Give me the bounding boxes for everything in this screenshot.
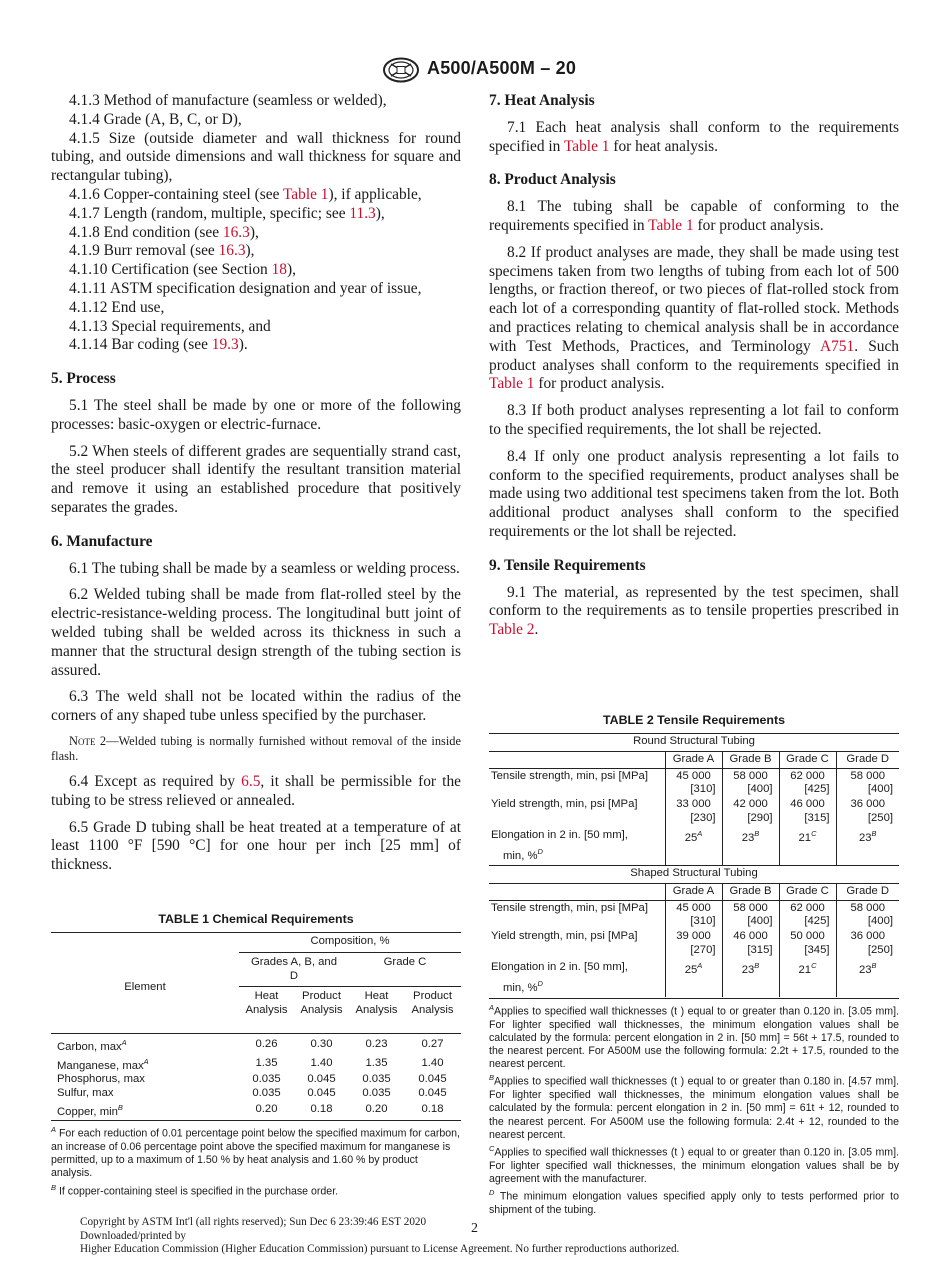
composition-value: 0.035 [362,1086,391,1099]
composition-value: 0.20 [255,1103,278,1116]
yield-strength-mpa-value: [315] [779,812,836,826]
footnote-mark: B [489,1073,495,1083]
tensile-strength-value: 45 000 [665,900,722,915]
tensile-strength-value: 58 000 [850,769,886,782]
table-2-footnote [489,1186,899,1217]
footnote-mark: A [697,828,703,838]
list-item [51,280,461,299]
tensile-strength-mpa-value: [425] [779,915,836,929]
footnote-text: Applies to specified wall thicknesses (t ) equal to or greater than 0.120 in. [3.05 mm]. For lighter specified wall thicknesses, the minimum elongation values shall be calculated by the formula: percent elongation in 2 in. [50 mm] = 56t + 17.5, rounded to the nearest percent. For A500M use the following formula: 2.2t + 17.5, rounded to the nearest percent. [489,1005,899,1071]
blank-cell [489,783,665,797]
list-item [51,130,461,186]
yield-strength-mpa-value: [250] [867,811,893,824]
cross-reference-link[interactable]: Table 1 [282,185,329,203]
table-2-footnote [489,1071,899,1142]
grade-header: Grade C [779,751,836,768]
para-8-4: 8.4 If only one product analysis representing a lot fails to conform to the specified requirements, product analyses shall be made using two additional test specimens taken from the lot. Both additional product analyses shall conform to the specified requirements or the lot shall be rejected. [489,447,899,540]
elongation-label-cont: min, %$^D$ [489,845,665,865]
list-item [51,92,461,111]
tensile-strength-mpa-value: [400] [722,915,779,929]
elongation-value: $21^C$ [779,826,836,846]
downloaded-line: Downloaded/printed by [80,1229,186,1242]
table-row [489,797,899,812]
para-9-1 [489,584,899,640]
elongation-value: $23^B$ [858,828,877,844]
tensile-strength-mpa-value: [310] [665,915,722,929]
blank-cell [489,751,665,768]
product-analysis-header: Product Analysis [411,990,454,1017]
composition-value: 1.40 [310,1056,333,1069]
elongation-label: Elongation in 2 in. [50 mm], [489,826,665,846]
table-row [51,1055,461,1074]
tensile-strength-label: Tensile strength, min, psi [MPa] [489,900,665,915]
composition-value: 0.18 [310,1103,333,1116]
element-name: Phosphorus, max [57,1073,145,1086]
composition-value: 0.045 [418,1073,447,1086]
para-6-1: 6.1 The tubing shall be made by a seamless or welding process. [69,559,460,577]
para-8-1 [489,198,899,236]
section-header-row [489,734,899,752]
chemical-requirements-table [51,932,461,1119]
blank-cell [722,977,779,997]
footnote-mark: C [489,1143,495,1153]
yield-strength-value: 36 000 [850,798,886,811]
section-9-title: 9. Tensile Requirements [489,556,646,574]
table-row [489,826,899,846]
footnote-text: Applies to specified wall thicknesses (t ) equal to or greater than 0.120 in. [3.05 mm]. For lighter specified wall thicknesses, the minimum elongation values shall be by agreement with the manufacturer. [489,1146,899,1185]
note-2 [51,734,461,765]
yield-strength-value: 33 000 [665,797,722,812]
footnote-mark: A [697,960,703,970]
tensile-strength-mpa-value: [310] [665,783,722,797]
tensile-strength-value: 62 000 [779,768,836,783]
table-1-caption: TABLE 1 Chemical Requirements [158,912,354,926]
elongation-label-cont: min, %$^D$ [489,977,665,997]
tensile-strength-value: 58 000 [722,900,779,915]
list-item-text: 4.1.12 End use, [69,298,165,316]
right-column [489,92,899,640]
heat-analysis-header: Heat Analysis [245,990,288,1017]
para-7-1-text-a: 7.1 Each heat analysis shall conform to the requirements specified in [489,118,899,155]
list-item [51,299,461,318]
blank-cell [489,812,665,826]
yield-strength-value: 36 000 [850,930,886,943]
table-2-footnote [489,1142,899,1186]
list-item-text: 4.1.7 Length (random, multiple, specific; see [69,204,350,222]
tensile-strength-value: 58 000 [722,768,779,783]
blank-cell [836,977,899,997]
para-9-1-text-b: . [534,621,539,639]
table-1 [51,912,461,1198]
list-item-text: 4.1.3 Method of manufacture (seamless or welded), [69,92,387,109]
list-item-text: ). [238,336,248,354]
table-row [51,1073,461,1087]
elongation-label: Elongation in 2 in. [50 mm], [489,958,665,978]
elongation-value: $23^B$ [858,960,877,976]
composition-value: 0.27 [421,1038,444,1051]
table-1-footnote-a [51,1123,461,1180]
table-2-caption: TABLE 2 Tensile Requirements [603,713,785,727]
document-code: A500/A500M – 20 [427,58,577,78]
table-row [489,977,899,997]
yield-strength-mpa-value: [290] [722,812,779,826]
composition-value: 1.35 [255,1056,278,1069]
tensile-strength-value: 58 000 [850,901,886,914]
grade-header: Grade A [665,883,722,900]
yield-strength-value: 46 000 [722,929,779,944]
table-row [489,929,899,944]
para-8-2-text-b: . Such product analyses shall conform to the requirements specified in [489,337,899,374]
para-8-1-text-b: for product analysis. [693,216,824,234]
blank-cell [779,845,836,865]
page-header [0,57,950,83]
table-row [489,783,899,797]
yield-strength-label: Yield strength, min, psi [MPa] [489,797,665,812]
heat-analysis-header: Heat Analysis [355,990,398,1017]
list-item-text: 4.1.10 Certification (see Section [69,261,272,279]
ref-6-5-link[interactable]: 6.5 [241,772,261,790]
grade-header: Grade B [722,883,779,900]
grade-header: Grade B [722,751,779,768]
yield-strength-value: 50 000 [779,929,836,944]
tensile-strength-value: 62 000 [779,900,836,915]
list-item [51,111,461,130]
grade-header: Grade D [846,884,890,897]
table-2 [489,713,899,1217]
para-8-2-text-c: for product analysis. [534,375,665,393]
para-7-1 [489,119,899,157]
table-row [489,958,899,978]
composition-value: 0.23 [365,1038,388,1051]
footnote-mark: B [51,1182,57,1192]
yield-strength-mpa-value: [270] [665,944,722,958]
para-9-1-text-a: 9.1 The material, as represented by the test specimen, shall conform to the requirements as to tensile properties prescribed in [489,583,899,620]
table-row [489,845,899,865]
table-row [489,900,899,915]
composition-value: 0.045 [418,1086,447,1099]
table-row [489,944,899,958]
footnote-mark: C [811,828,817,838]
grade-header: Grade C [779,883,836,900]
grade-header-row [489,883,899,900]
composition-value: 0.045 [307,1086,336,1099]
list-item-text: 4.1.9 Burr removal (see [69,242,219,260]
para-5-2: 5.2 When steels of different grades are sequentially strand cast, the steel producer shall identify the resultant transition material and remove it using an established procedure that positively separates the grades. [51,442,461,516]
tensile-strength-mpa-value: [400] [867,915,893,928]
footnote-mark: B [871,828,877,838]
list-item [51,186,461,205]
table-1-link[interactable]: Table 1 [563,137,610,155]
cross-reference-link[interactable]: 16.3 [222,223,250,241]
table-row [489,768,899,783]
copyright-line: Copyright by ASTM Int'l (all rights reserved); Sun Dec 6 23:39:46 EST 2020 [80,1216,427,1228]
list-item-text: 4.1.6 Copper-containing steel (see [69,185,283,203]
section-header: Round Structural Tubing [489,734,899,752]
ordering-items-list [51,92,461,355]
tensile-strength-mpa-value: [400] [867,783,893,796]
section-header: Shaped Structural Tubing [489,865,899,883]
element-name: Sulfur, max [57,1086,114,1099]
table-1-link[interactable]: Table 1 [489,375,535,393]
composition-value: 0.045 [307,1073,336,1086]
para-6-4-text-a: 6.4 Except as required by [69,772,242,790]
blank-cell [779,977,836,997]
elongation-value: $23^B$ [722,958,779,978]
element-name: Copper, $\min^B$ [57,1102,123,1118]
footnote-mark: A [489,1002,495,1012]
table-row [51,1033,461,1054]
para-8-2 [489,244,899,394]
table-2-link[interactable]: Table 2 [489,621,535,639]
section-8-title: 8. Product Analysis [489,171,616,189]
table-row [51,1101,461,1120]
table-row [489,915,899,929]
list-item-text: ), [375,204,385,222]
yield-strength-mpa-value: [250] [867,943,893,956]
list-item [51,318,461,337]
blank-cell [489,883,665,900]
para-8-3: 8.3 If both product analyses representing a lot fail to conform to the specified requirements, the lot shall be rejected. [489,402,899,438]
table-1-link[interactable]: Table 1 [648,216,694,234]
cross-reference-link[interactable]: 18 [271,261,287,279]
para-6-2: 6.2 Welded tubing shall be made from flat-rolled steel by the electric-resistance-welding process. The longitudinal butt joint of welded tubing shall be welded across its thickness in such a manner that the structural design strength of the tubing section is assured. [51,586,461,679]
section-7-title: 7. Heat Analysis [489,92,595,109]
list-item-text: 4.1.8 End condition (see [69,223,223,241]
para-6-3: 6.3 The weld shall not be located within the radius of the corners of any shaped tube unless specified by the purchaser. [51,688,461,725]
grade-header: Grade D [846,752,890,765]
cross-reference-link[interactable]: 11.3 [349,204,376,222]
table-row [489,812,899,826]
astm-logo-icon [381,57,421,83]
blank-cell [722,845,779,865]
blank-cell [489,915,665,929]
yield-strength-value: 46 000 [779,797,836,812]
section-5-title: 5. Process [51,370,116,388]
tensile-requirements-table [489,733,899,997]
license-line: Higher Education Commission (Higher Education Commission) pursuant to License Agreement. No further reproductions authorized. [80,1243,680,1256]
tensile-strength-mpa-value: [425] [779,783,836,797]
list-item-text: 4.1.5 Size (outside diameter and wall thickness for round tubing, and outside dimensions and wall thickness for square and rectangular tubing), [51,129,461,185]
composition-header: Composition, % [239,933,461,953]
footnote-mark: A [51,1125,57,1135]
tensile-strength-value: 45 000 [665,768,722,783]
composition-value: 0.035 [252,1073,281,1086]
footnote-text: For each reduction of 0.01 percentage point below the specified maximum for carbon, an increase of 0.06 percentage point above the specified maximum for manganese is permitted, up to a maximum of 1.50 % by heat analysis and 1.60 % by product analysis. [51,1127,460,1180]
footnote-text: Applies to specified wall thicknesses (t ) equal to or greater than 0.180 in. [4.57 mm]. For lighter specified wall thicknesses, the minimum elongation values shall be calculated by the formula: percent elongation in 2 in. [50 mm] = 61t + 12, rounded to the nearest percent. For A500M use the following formula: 2.4t + 12, rounded to the nearest percent. [489,1075,899,1141]
elongation-value: $21^C$ [779,958,836,978]
para-6-4 [51,773,461,811]
footnote-mark: C [811,960,817,970]
grade-c-header: Grade C [349,952,461,987]
list-item-text: ), if applicable, [328,185,422,203]
page-number: 2 [471,1221,478,1236]
composition-value: 1.35 [365,1056,388,1069]
grade-header: Grade A [665,751,722,768]
list-item-text: ), [286,261,296,279]
footnote-mark: D [489,1188,495,1198]
left-column [51,92,461,875]
cross-reference-link[interactable]: 19.3 [211,336,239,354]
grades-abd-header: Grades A, B, and D [239,952,349,987]
para-5-1: 5.1 The steel shall be made by one or more of the following processes: basic-oxygen or electric-furnace. [51,396,461,433]
composition-value: 1.40 [421,1056,444,1069]
element-name: Carbon, $\max^A$ [57,1037,127,1053]
elongation-value: $23^B$ [722,826,779,846]
composition-value: 0.035 [252,1086,281,1099]
yield-strength-mpa-value: [230] [665,812,722,826]
footnote-mark: D [537,979,543,989]
composition-value: 0.18 [421,1103,444,1116]
table-1-footnote-b [51,1181,461,1199]
blank-cell [836,845,899,865]
page-footer [80,1216,940,1257]
list-item [51,242,461,261]
list-item-text: 4.1.11 ASTM specification designation and year of issue, [69,279,422,297]
section-header-row [489,865,899,883]
section-6-title: 6. Manufacture [51,532,153,550]
elongation-value: $25^A$ [665,958,722,978]
list-item [51,205,461,224]
blank-cell [665,977,722,997]
footnote-mark: B [871,960,877,970]
product-analysis-header: Product Analysis [300,990,343,1017]
yield-strength-mpa-value: [345] [779,944,836,958]
blank-cell [665,845,722,865]
blank-cell [489,944,665,958]
list-item-text: 4.1.14 Bar coding (see [69,336,212,354]
list-item [51,224,461,243]
grade-header-row [489,751,899,768]
list-item-text: 4.1.13 Special requirements, and [69,317,271,335]
composition-value: 0.035 [362,1073,391,1086]
list-item-text: ), [249,223,259,241]
footnote-text: The minimum elongation values specified apply only to tests performed prior to shipment of the tubing. [489,1190,899,1216]
element-name: Manganese, $\max^A$ [57,1056,149,1072]
note-2-text: —Welded tubing is normally furnished without removal of the inside flash. [51,733,461,764]
footnote-mark: B [754,828,760,838]
para-8-1-text-a: 8.1 The tubing shall be capable of conforming to the requirements specified in [489,198,899,234]
footnote-mark: D [537,847,543,857]
para-6-4-text-b: , it shall be permissible for the tubing to be stress relieved or annealed. [51,772,461,809]
element-header: Element [124,981,166,994]
yield-strength-value: 39 000 [665,929,722,944]
footnote-mark: B [754,960,760,970]
a751-link[interactable]: A751 [819,337,855,355]
list-item-text: ), [245,242,255,260]
footnote-text: If copper-containing steel is specified in the purchase order. [56,1185,339,1198]
para-6-5: 6.5 Grade D tubing shall be heat treated at a temperature of at least 1100 °F [590 °C] for one hour per inch [25 mm] of thickness. [51,818,461,874]
list-item [51,336,461,355]
elongation-value: $25^A$ [665,826,722,846]
table-2-footnote [489,1001,899,1072]
tensile-strength-label: Tensile strength, min, psi [MPa] [489,768,665,783]
yield-strength-mpa-value: [315] [722,944,779,958]
para-7-1-text-b: for heat analysis. [609,137,719,155]
table-row [51,1087,461,1101]
composition-value: 0.26 [255,1038,278,1051]
yield-strength-value: 42 000 [722,797,779,812]
list-item-text: 4.1.4 Grade (A, B, C, or D), [69,110,242,128]
tensile-strength-mpa-value: [400] [722,783,779,797]
composition-value: 0.30 [310,1038,333,1051]
composition-value: 0.20 [365,1103,388,1116]
cross-reference-link[interactable]: 16.3 [218,242,246,260]
note-2-label: Note 2 [69,733,107,748]
para-8-2-text-a: 8.2 If product analyses are made, they shall be made using test specimens taken from two lengths of tubing from each lot of 500 lengths, or fraction thereof, or two pieces of flat-rolled stock from each lot of a corresponding quantity of flat-rolled stock. Methods and practices relating to chemical analysis shall be in accordance with Test Methods, Practices, and Terminology [489,243,899,355]
list-item [51,261,461,280]
yield-strength-label: Yield strength, min, psi [MPa] [489,929,665,944]
